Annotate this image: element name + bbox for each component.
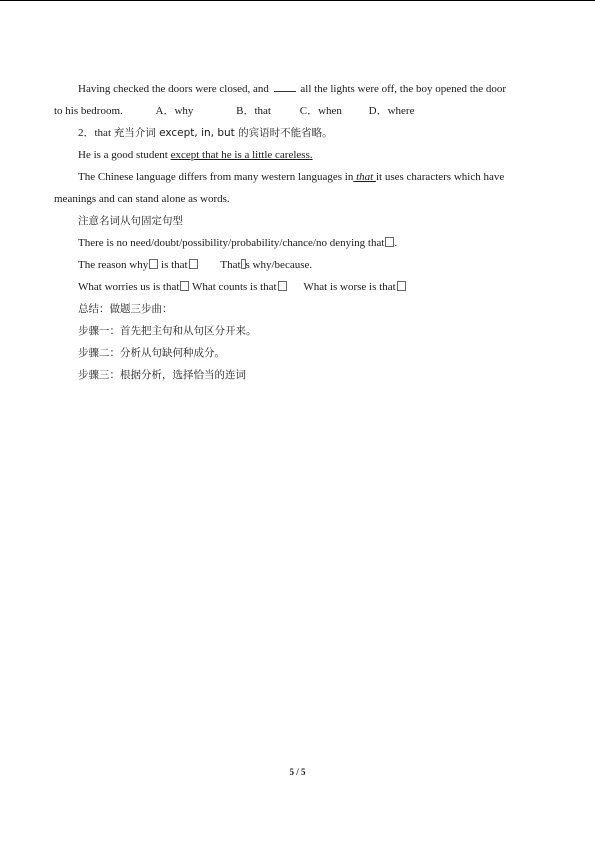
pattern-1 <box>54 232 544 254</box>
example-2-line-2 <box>54 188 544 210</box>
summary-title: 总结：做题三步曲： <box>78 303 173 315</box>
example-2-line-2-text: meanings and can stand alone as words. <box>54 193 230 205</box>
question-line-2 <box>54 100 544 122</box>
example-2-pre: The Chinese language differs from many western languages in <box>78 171 354 183</box>
pattern-3 <box>54 276 544 298</box>
summary-step-1: 步骤一：首先把主句和从句区分开来。 <box>78 325 257 337</box>
option-a: A．why <box>155 105 194 117</box>
pattern-1-text: There is no need/doubt/possibility/probability/chance/no denying that <box>78 237 385 249</box>
example-1-underlined: except that he is a little careless. <box>170 149 313 161</box>
missing-glyph-box <box>397 281 406 291</box>
summary-step-3: 步骤三：根据分析，选择恰当的连词 <box>78 369 246 381</box>
example-2-that: that <box>353 171 376 183</box>
example-1 <box>54 144 544 166</box>
missing-glyph-box <box>149 259 158 269</box>
pattern-2-b: is that <box>158 259 188 271</box>
option-b: B．that <box>236 105 271 117</box>
top-border-line <box>0 0 595 1</box>
point-2 <box>54 122 544 144</box>
document-body <box>54 78 544 386</box>
point-2-text: 充当介词 except, in, but 的宾语时不能省略。 <box>113 127 333 139</box>
question-line-1 <box>54 78 544 100</box>
summary-step-2: 步骤二：分析从句缺何种成分。 <box>78 347 225 359</box>
point-2-number: 2．that <box>78 127 111 139</box>
option-c: C．when <box>299 105 342 117</box>
question-text-c: to his bedroom. <box>54 105 123 117</box>
example-1-pre: He is a good student <box>78 149 171 161</box>
missing-glyph-box <box>278 281 287 291</box>
pattern-3-b: What counts is that <box>189 281 277 293</box>
pattern-2-a: The reason why <box>78 259 149 271</box>
note-heading: 注意名词从句固定句型 <box>78 215 183 227</box>
pattern-2 <box>54 254 544 276</box>
option-d: D．where <box>368 105 415 117</box>
example-2-post: it uses characters which have <box>375 171 505 183</box>
pattern-1-end: . <box>394 237 398 249</box>
pattern-3-c: What is worse is that <box>303 281 396 293</box>
pattern-2-c: That <box>220 259 241 271</box>
page-number: 5 / 5 <box>289 767 306 777</box>
pattern-2-d: s why/because. <box>245 259 313 271</box>
example-2-line-1 <box>54 166 544 188</box>
answer-blank <box>274 80 296 92</box>
question-text-a: Having checked the doors were closed, and <box>78 83 269 95</box>
question-text-b: all the lights were off, the boy opened the door <box>300 83 507 95</box>
pattern-3-a: What worries us is that <box>78 281 180 293</box>
missing-glyph-box <box>189 259 198 269</box>
